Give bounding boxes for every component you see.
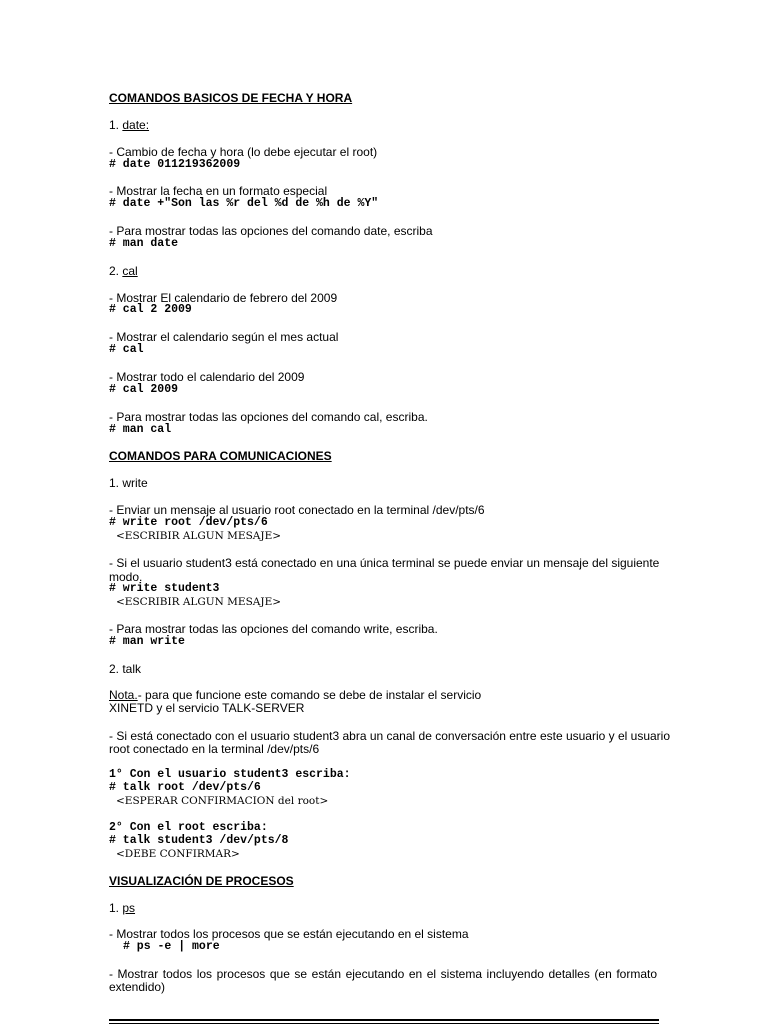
talk-note-line2: XINETD y el servicio TALK-SERVER bbox=[109, 701, 305, 715]
write-student-command: # write student3 bbox=[109, 582, 220, 595]
write-root-description: - Enviar un mensaje al usuario root conectado en la terminal /dev/pts/6 bbox=[109, 503, 485, 517]
write-student-description-line1: - Si el usuario student3 está conectado en una única terminal se puede enviar un mensaje del siguiente bbox=[109, 556, 660, 570]
date-item-label: date: bbox=[122, 118, 150, 132]
talk-description-line1: - Si está conectado con el usuario student3 abra un canal de conversación entre este usuario y el usuario bbox=[109, 729, 671, 743]
cal-current-command: # cal bbox=[109, 343, 144, 356]
cal-item-number: 2. bbox=[109, 264, 123, 278]
cal-year-command: # cal 2009 bbox=[109, 383, 179, 396]
footer-rule-top bbox=[109, 1019, 659, 1021]
talk-note-line1 bbox=[109, 688, 481, 702]
talk-description-line2: root conectado en la terminal /dev/pts/6 bbox=[109, 742, 320, 756]
note-label: Nota. bbox=[109, 688, 138, 702]
write-student-message: <ESCRIBIR ALGUN MESAJE> bbox=[116, 596, 282, 608]
talk-step1-title: 1° Con el usuario student3 escriba: bbox=[109, 768, 351, 781]
cal-current-description: - Mostrar el calendario según el mes actual bbox=[109, 330, 339, 344]
cal-year-description: - Mostrar todo el calendario del 2009 bbox=[109, 370, 305, 384]
write-root-command: # write root /dev/pts/6 bbox=[109, 516, 268, 529]
talk-step1-command: # talk root /dev/pts/6 bbox=[109, 781, 261, 794]
talk-item: 2. talk bbox=[109, 662, 142, 676]
write-root-message: <ESCRIBIR ALGUN MESAJE> bbox=[116, 530, 282, 542]
talk-step2-message: <DEBE CONFIRMAR> bbox=[116, 848, 240, 860]
date-item-number: 1. bbox=[109, 118, 123, 132]
date-format-command: # date +"Son las %r del %d de %h de %Y" bbox=[109, 197, 379, 210]
ps-item bbox=[109, 901, 135, 915]
section-heading-procesos: VISUALIZACIÓN DE PROCESOS bbox=[109, 874, 294, 888]
date-man-command: # man date bbox=[109, 237, 179, 250]
cal-man-description: - Para mostrar todas las opciones del comando cal, escriba. bbox=[109, 410, 428, 424]
cal-man-command: # man cal bbox=[109, 423, 172, 436]
talk-step2-title: 2° Con el root escriba: bbox=[109, 821, 268, 834]
talk-step2-command: # talk student3 /dev/pts/8 bbox=[109, 834, 289, 847]
cal-item bbox=[109, 264, 138, 278]
ps-item-label: ps bbox=[122, 901, 136, 915]
ps-item-number: 1. bbox=[109, 901, 123, 915]
section-heading-comunicaciones: COMANDOS PARA COMUNICACIONES bbox=[109, 449, 332, 463]
cal-item-label: cal bbox=[122, 264, 138, 278]
write-item: 1. write bbox=[109, 476, 148, 490]
date-man-description: - Para mostrar todas las opciones del comando date, escriba bbox=[109, 224, 433, 238]
write-student-description-line2: modo. bbox=[109, 570, 143, 584]
cal-feb-description: - Mostrar El calendario de febrero del 2009 bbox=[109, 291, 338, 305]
date-item bbox=[109, 118, 149, 132]
date-change-description: - Cambio de fecha y hora (lo debe ejecutar el root) bbox=[109, 145, 378, 159]
talk-step1-message: <ESPERAR CONFIRMACION del root> bbox=[116, 795, 329, 807]
write-man-description: - Para mostrar todas las opciones del comando write, escriba. bbox=[109, 622, 438, 636]
ps-extended-description-line1: - Mostrar todos los procesos que se están ejecutando en el sistema incluyendo detalles (en formato bbox=[109, 967, 657, 981]
ps-description: - Mostrar todos los procesos que se están ejecutando en el sistema bbox=[109, 927, 469, 941]
note-text: - para que funcione este comando se debe de instalar el servicio bbox=[137, 688, 482, 702]
cal-feb-command: # cal 2 2009 bbox=[109, 303, 192, 316]
write-man-command: # man write bbox=[109, 635, 185, 648]
date-change-command: # date 011219362009 bbox=[109, 158, 241, 171]
section-heading-fecha: COMANDOS BASICOS DE FECHA Y HORA bbox=[109, 91, 353, 105]
ps-extended-description-line2: extendido) bbox=[109, 980, 166, 994]
ps-command: # ps -e | more bbox=[123, 940, 220, 953]
date-format-description: - Mostrar la fecha en un formato especial bbox=[109, 184, 328, 198]
